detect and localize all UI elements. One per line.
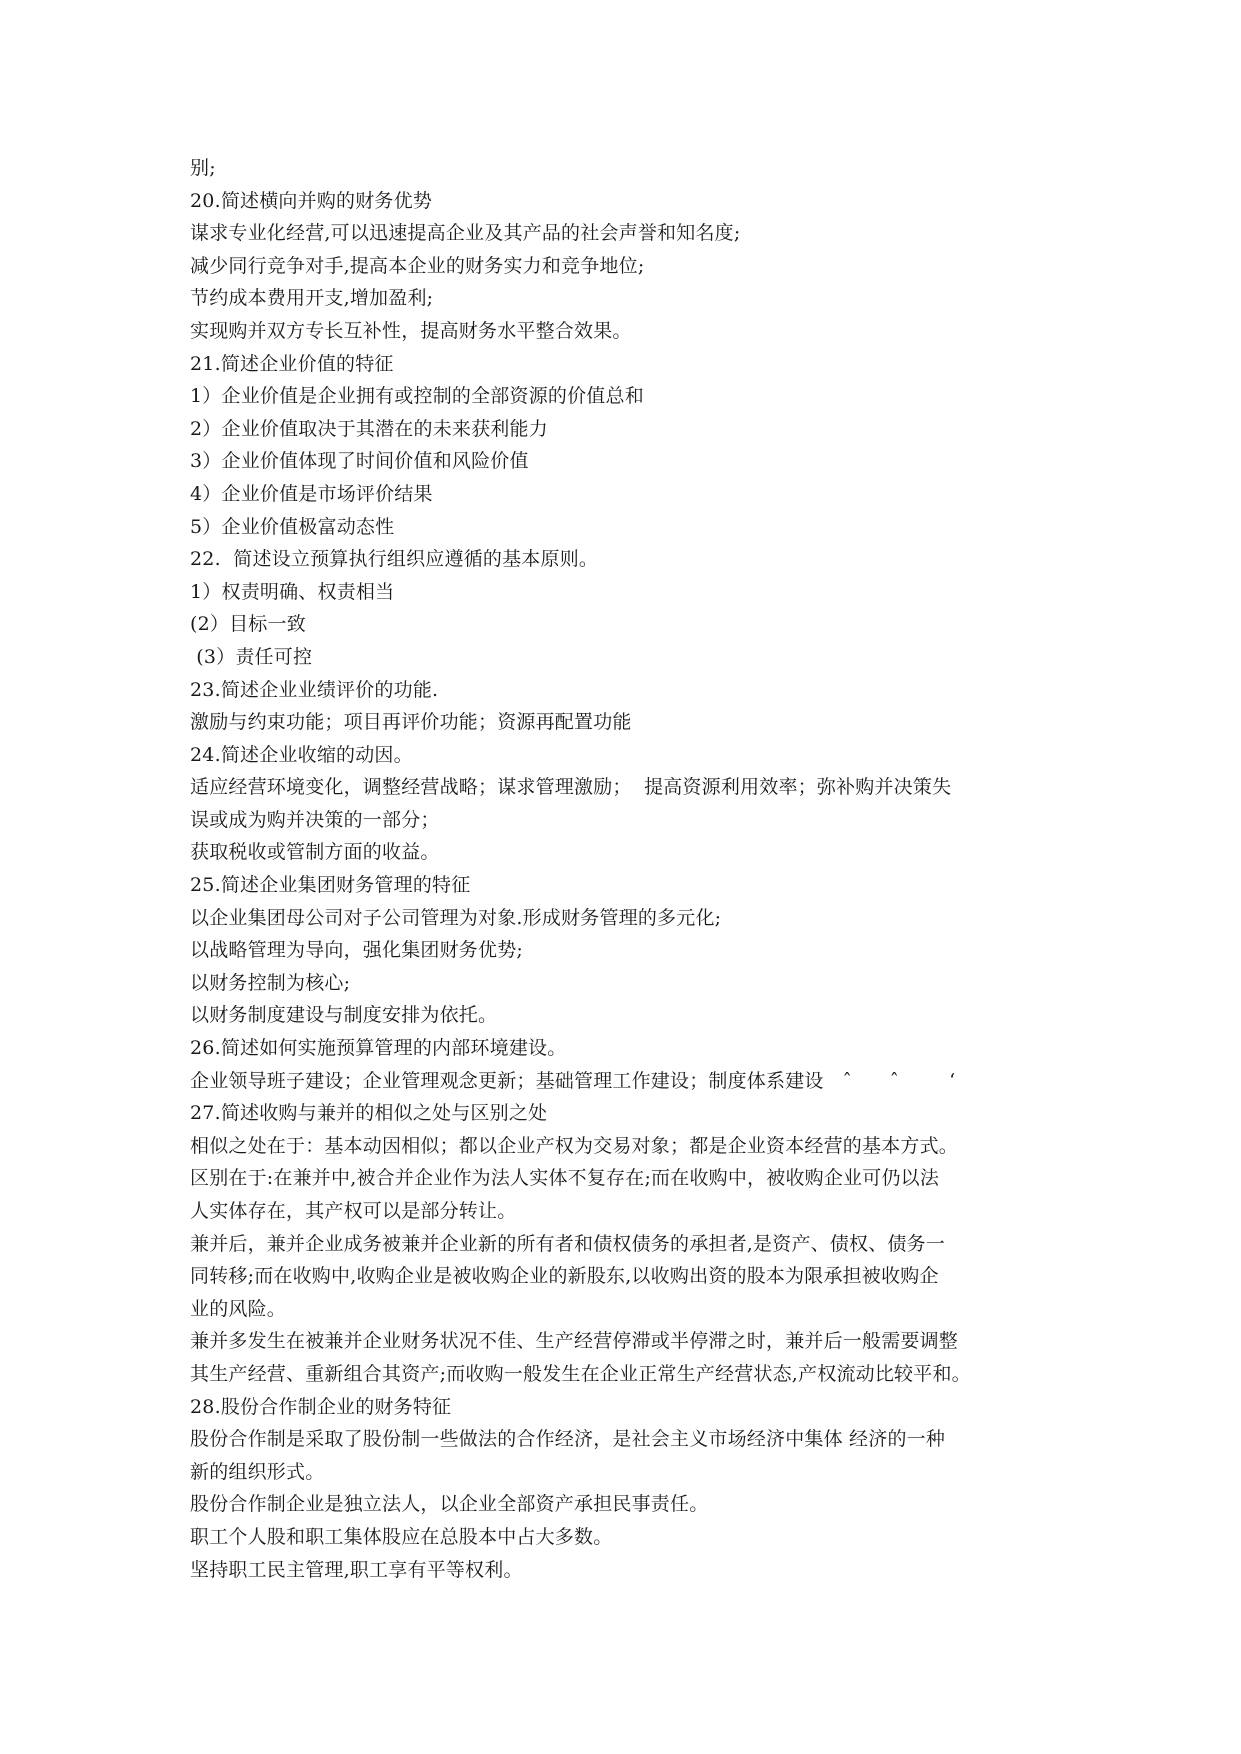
text-line: 4）企业价值是市场评价结果 [190,482,433,505]
text-line: 相似之处在于：基本动因相似；都以企业产权为交易对象；都是企业资本经营的基本方式。 [190,1134,959,1157]
text-line: 其生产经营、重新组合其资产;而收购一般发生在企业正常生产经营状态,产权流动比较平和。 [190,1362,971,1385]
text-line: 25.简述企业集团财务管理的特征 [190,874,471,897]
text-line: 坚持职工民主管理,职工享有平等权利。 [190,1558,523,1581]
text-line: 24.简述企业收缩的动因。 [190,743,413,766]
text-line: 1）企业价值是企业拥有或控制的全部资源的价值总和 [190,385,644,408]
text-line: 22. 简述设立预算执行组织应遵循的基本原则。 [190,548,599,571]
text-line: 26.简述如何实施预算管理的内部环境建设。 [190,1037,567,1060]
text-line: 企业领导班子建设；企业管理观念更新；基础管理工作建设；制度体系建设 ˆ ˆ ‘ [190,1069,956,1092]
text-line: 股份合作制企业是独立法人，以企业全部资产承担民事责任。 [190,1493,709,1516]
text-line: 业的风险。 [190,1297,287,1320]
text-line: 新的组织形式。 [190,1460,325,1483]
text-line: 别; [190,157,216,179]
text-line: (3）责任可控 [190,645,313,668]
text-line: 同转移;而在收购中,收购企业是被收购企业的新股东,以收购出资的股本为限承担被收购企 [190,1265,939,1288]
text-line: 20.简述横向并购的财务优势 [190,189,433,212]
text-line: 27.简述收购与兼并的相似之处与区别之处 [190,1102,548,1125]
text-line: 获取税收或管制方面的收益。 [190,841,440,864]
text-line: 人实体存在，其产权可以是部分转让。 [190,1200,517,1222]
text-line: 兼并后，兼并企业成务被兼并企业新的所有者和债权债务的承担者,是资产、债权、债务一 [190,1232,946,1255]
text-line: 适应经营环境变化，调整经营战略；谋求管理激励； 提高资源利用效率；弥补购并决策失 [190,776,952,799]
text-line: 1）权责明确、权责相当 [190,580,395,603]
text-line: 以财务控制为核心; [190,971,351,994]
text-line: 2）企业价值取决于其潜在的未来获利能力 [190,417,548,440]
text-line: 误或成为购并决策的一部分； [190,808,440,831]
text-line: 28.股份合作制企业的财务特征 [190,1395,452,1418]
text-line: (2）目标一致 [190,613,306,636]
text-line: 3）企业价值体现了时间价值和风险价值 [190,450,529,473]
text-line: 节约成本费用开支,增加盈利; [190,287,434,310]
text-line: 实现购并双方专长互补性，提高财务水平整合效果。 [190,319,632,342]
text-line: 兼并多发生在被兼并企业财务状况不佳、生产经营停滞或半停滞之时，兼并后一般需要调整 [190,1330,959,1353]
document-body [190,152,1070,1586]
text-line: 减少同行竞争对手,提高本企业的财务实力和竞争地位; [190,254,645,277]
text-line: 以战略管理为导向，强化集团财务优势; [190,939,524,962]
text-line: 以财务制度建设与制度安排为依托。 [190,1004,498,1027]
text-line: 以企业集团母公司对子公司管理为对象.形成财务管理的多元化; [190,906,722,929]
text-line: 23.简述企业业绩评价的功能. [190,678,439,701]
text-line: 区别在于:在兼并中,被合并企业作为法人实体不复存在;而在收购中，被收购企业可仍以法 [190,1167,940,1190]
text-line: 21.简述企业价值的特征 [190,352,394,375]
text-line: 激励与约束功能；项目再评价功能；资源再配置功能 [190,711,632,734]
text-line: 5）企业价值极富动态性 [190,515,395,538]
text-line: 谋求专业化经营,可以迅速提高企业及其产品的社会声誉和知名度; [190,222,741,245]
text-line: 职工个人股和职工集体股应在总股本中占大多数。 [190,1525,613,1548]
text-line: 股份合作制是采取了股份制一些做法的合作经济，是社会主义市场经济中集体 经济的一种 [190,1428,946,1451]
